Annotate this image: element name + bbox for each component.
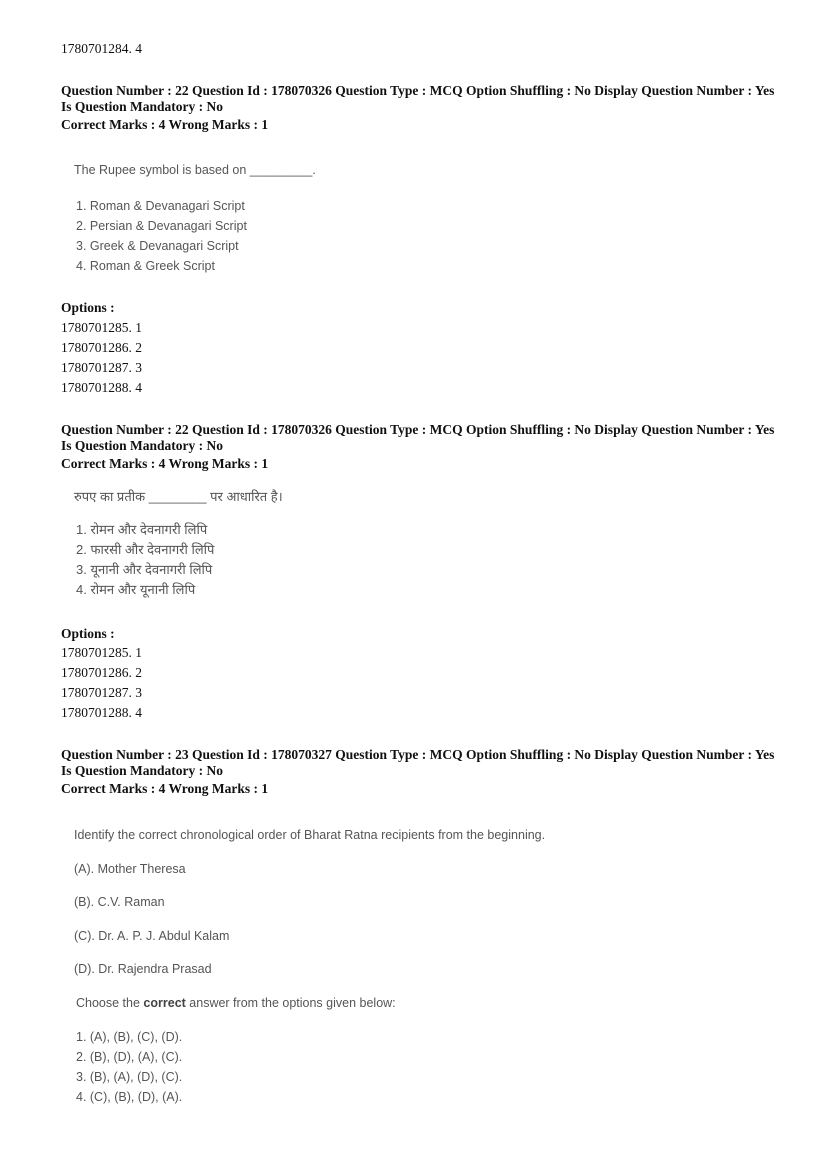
choice-item: 3. यूनानी और देवनागरी लिपि — [76, 562, 213, 577]
q22-en-marks: Correct Marks : 4 Wrong Marks : 1 — [61, 117, 269, 132]
q22-en-choices — [76, 196, 247, 276]
q23-question-text: Identify the correct chronological order of Bharat Ratna recipients from the beginning. — [74, 828, 546, 842]
choice-item: 1. (A), (B), (C), (D). — [76, 1030, 183, 1044]
choice-item: 4. रोमन और यूनानी लिपि — [76, 582, 196, 597]
option-id: 1780701287. 3 — [61, 685, 142, 700]
q22-en-question-text: The Rupee symbol is based on _________. — [74, 163, 316, 177]
q22-hi-marks: Correct Marks : 4 Wrong Marks : 1 — [61, 456, 269, 471]
q22-hi-mandatory: Is Question Mandatory : No — [61, 438, 224, 453]
choice-item: 3. Greek & Devanagari Script — [76, 239, 239, 253]
q22-hi-header: Question Number : 22 Question Id : 178070326 Question Type : MCQ Option Shuffling : No Display Question Number : Yes — [61, 422, 775, 437]
option-id: 1780701287. 3 — [61, 360, 142, 375]
q22-hi-options-list — [61, 643, 142, 723]
q23-choices — [76, 1027, 182, 1107]
option-id: 1780701285. 1 — [61, 320, 142, 335]
choice-item: 1. रोमन और देवनागरी लिपि — [76, 522, 208, 537]
q23-item-a: (A). Mother Theresa — [74, 862, 186, 876]
choice-item: 4. Roman & Greek Script — [76, 259, 215, 273]
q22-hi-question-text: रुपए का प्रतीक ________ पर आधारित है। — [74, 489, 283, 504]
instruction-text: answer from the options given below: — [185, 996, 396, 1010]
choice-item: 3. (B), (A), (D), (C). — [76, 1070, 183, 1084]
q23-mandatory: Is Question Mandatory : No — [61, 763, 224, 778]
q22-en-options-label: Options : — [61, 300, 115, 315]
instruction-text: Choose the — [76, 996, 144, 1010]
q23-header: Question Number : 23 Question Id : 178070327 Question Type : MCQ Option Shuffling : No Display Question Number : Yes — [61, 747, 775, 762]
option-id: 1780701288. 4 — [61, 705, 142, 720]
instruction-bold-word: correct — [143, 996, 186, 1010]
q22-en-header: Question Number : 22 Question Id : 178070326 Question Type : MCQ Option Shuffling : No Display Question Number : Yes — [61, 83, 775, 98]
option-id: 1780701288. 4 — [61, 380, 142, 395]
choice-item: 2. फारसी और देवनागरी लिपि — [76, 542, 215, 557]
q23-marks: Correct Marks : 4 Wrong Marks : 1 — [61, 781, 269, 796]
q23-item-b: (B). C.V. Raman — [74, 895, 165, 909]
option-id: 1780701286. 2 — [61, 340, 142, 355]
option-id: 1780701286. 2 — [61, 665, 142, 680]
q23-instruction — [76, 996, 396, 1010]
choice-item: 2. Persian & Devanagari Script — [76, 219, 247, 233]
q22-en-options-list — [61, 318, 142, 398]
choice-item: 1. Roman & Devanagari Script — [76, 199, 245, 213]
option-id: 1780701285. 1 — [61, 645, 142, 660]
q23-item-c: (C). Dr. A. P. J. Abdul Kalam — [74, 929, 230, 943]
q22-hi-options-label: Options : — [61, 626, 115, 641]
choice-item: 4. (C), (B), (D), (A). — [76, 1090, 183, 1104]
previous-option-line: 1780701284. 4 — [61, 41, 142, 56]
choice-item: 2. (B), (D), (A), (C). — [76, 1050, 183, 1064]
q22-en-mandatory: Is Question Mandatory : No — [61, 99, 224, 114]
q22-hi-choices — [76, 520, 214, 600]
q23-item-d: (D). Dr. Rajendra Prasad — [74, 962, 212, 976]
